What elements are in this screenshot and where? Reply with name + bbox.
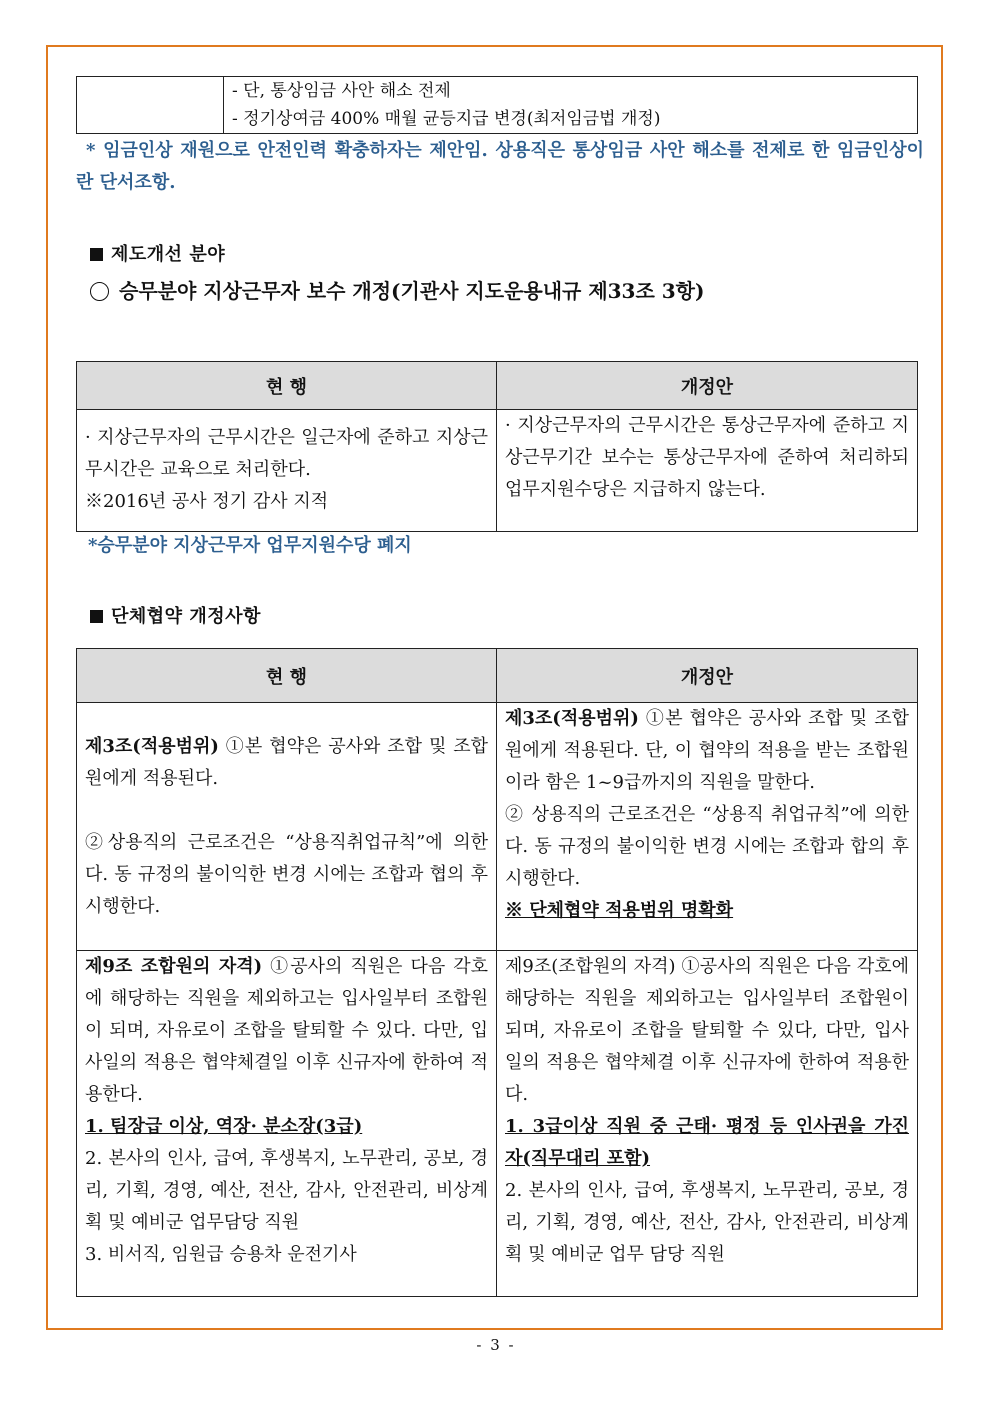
- note-wage-increase: * 임금인상 재원으로 안전인력 확충하자는 제안임. 상용직은 통상임금 사안 해소를 전제로 한 임금인상이란 단서조항.: [76, 140, 924, 193]
- current-text: · 지상근무자의 근무시간은 일근자에 준하고 지상근무시간은 교육으로 처리한다.: [85, 427, 488, 480]
- article3-proposed-p1: [505, 703, 909, 799]
- header-proposed: 개정안: [497, 649, 918, 703]
- subsection-heading: [90, 275, 704, 304]
- article3-proposed-p2: ② 상용직의 근로조건은 “상용직 취업규칙”에 의한다. 동 규정의 불이익한 변경 시에는 조합과 합의 후 시행한다.: [505, 804, 909, 889]
- article-text: ①공사의 직원은 다음 각호에 해당하는 직원을 제외하고는 입사일부터 조합원이 되며, 자유로이 조합을 탈퇴할 수 있다. 다만, 입사일의 적용은 협약체결일 이후 신규자에 한하여 적용한다.: [85, 956, 488, 1105]
- top-table: [76, 76, 918, 134]
- section-heading-agreement: [90, 602, 261, 628]
- article-title: 제3조(적용범위): [85, 736, 219, 757]
- article9-proposed-item2: 2. 본사의 인사, 급여, 후생복지, 노무관리, 공보, 경리, 기획, 경영, 예산, 전산, 감사, 안전관리, 비상계획 및 예비군 업무 담당 직원: [505, 1180, 909, 1265]
- current-cell: [77, 410, 497, 532]
- article9-proposed-item1: 1. 3급이상 직원 중 근태· 평정 등 인사권을 가진 자(직무대리 포함): [505, 1116, 909, 1169]
- article9-proposed-cell: [497, 951, 918, 1297]
- article9-current-item3: 3. 비서직, 임원급 승용차 운전기사: [85, 1244, 357, 1265]
- article3-current-p1: [85, 731, 488, 795]
- subsection-title: 승무분야 지상근무자 보수 개정(기관사 지도운용내규 제33조 3항): [119, 279, 705, 303]
- article-text: ①본 협약은 공사와 조합 및 조합원에게 적용된다. 단, 이 협약의 적용을 받는 조합원이라 함은 1~9급까지의 직원을 말한다.: [505, 708, 909, 793]
- circle-bullet-icon: [90, 282, 109, 301]
- header-current: 현 행: [77, 649, 497, 703]
- top-table-line: - 정기상여금 400% 매월 균등지급 변경(최저임금법 개정): [232, 109, 661, 129]
- square-bullet-icon: [90, 248, 103, 261]
- article9-current-item1: 1. 팀장급 이상, 역장· 분소장(3급): [85, 1116, 363, 1137]
- article9-current-p1: [85, 951, 488, 1111]
- page-number: - 3 -: [476, 1336, 516, 1354]
- agreement-table: [76, 648, 918, 1297]
- article-text: ①본 협약은 공사와 조합 및 조합원에게 적용된다.: [85, 736, 488, 789]
- top-table-content-cell: [224, 77, 918, 134]
- article3-current-p2: ②상용직의 근로조건은 “상용직취업규칙”에 의한다. 동 규정의 불이익한 변경 시에는 조합과 협의 후 시행한다.: [85, 832, 488, 917]
- proposed-text: · 지상근무자의 근무시간은 통상근무자에 준하고 지상근무기간 보수는 통상근무자에 준하여 처리하되 업무지원수당은 지급하지 않는다.: [505, 415, 909, 500]
- article3-proposed-cell: [497, 703, 918, 951]
- top-table-line: - 단, 통상임금 사안 해소 전제: [232, 81, 451, 101]
- ground-staff-table: [76, 361, 918, 532]
- section-title: 제도개선 분야: [111, 244, 226, 265]
- article9-current-cell: [77, 951, 497, 1297]
- article-title: 제9조 조합원의 자격): [85, 956, 263, 977]
- proposed-cell: [497, 410, 918, 532]
- current-audit-note: ※2016년 공사 정기 감사 지적: [85, 491, 329, 512]
- note-allowance-abolish: *승무분야 지상근무자 업무지원수당 폐지: [88, 535, 412, 556]
- article3-current-cell: [77, 703, 497, 951]
- section-heading-system: [90, 240, 225, 266]
- header-current: 현 행: [77, 362, 497, 410]
- square-bullet-icon: [90, 610, 103, 623]
- header-proposed: 개정안: [497, 362, 918, 410]
- article9-current-item2: 2. 본사의 인사, 급여, 후생복지, 노무관리, 공보, 경리, 기획, 경영, 예산, 전산, 감사, 안전관리, 비상계획 및 예비군 업무담당 직원: [85, 1148, 488, 1233]
- spacer: [85, 795, 488, 827]
- article9-proposed-p1: 제9조(조합원의 자격) ①공사의 직원은 다음 각호에 해당하는 직원을 제외하고는 입사일부터 조합원이 되며, 자유로이 조합을 탈퇴할 수 있다, 다만, 입사일의 적용은 협약체결 이후 신규자에 한하여 적용한다.: [505, 956, 909, 1105]
- article-title: 제3조(적용범위): [505, 708, 639, 729]
- article3-proposed-note: ※ 단체협약 적용범위 명확화: [505, 900, 734, 921]
- section-title: 단체협약 개정사항: [111, 606, 261, 627]
- top-table-blank-cell: [77, 77, 224, 134]
